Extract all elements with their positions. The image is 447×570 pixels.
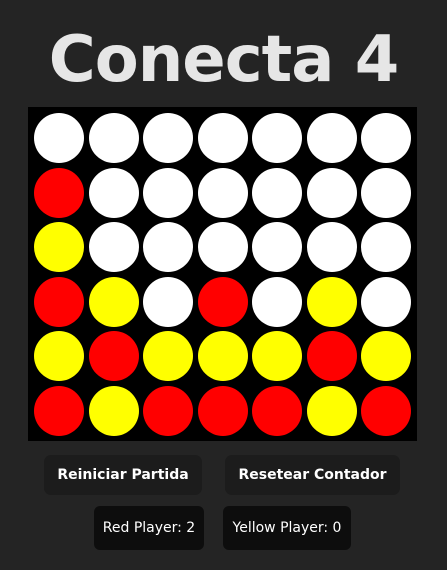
board-cell-r5-c1-yellow[interactable] bbox=[34, 331, 84, 381]
page-title: Conecta 4 bbox=[48, 23, 399, 97]
board-cell-r2-c6-empty[interactable] bbox=[307, 168, 357, 218]
board-cell-r5-c2-red[interactable] bbox=[89, 331, 139, 381]
board-cell-r1-c4-empty[interactable] bbox=[198, 113, 248, 163]
board-cell-r5-c4-yellow[interactable] bbox=[198, 331, 248, 381]
board-cell-r3-c5-empty[interactable] bbox=[252, 222, 302, 272]
board-cell-r4-c2-yellow[interactable] bbox=[89, 277, 139, 327]
board-cell-r6-c3-red[interactable] bbox=[143, 386, 193, 436]
red-player-score: Red Player: 2 bbox=[94, 506, 204, 550]
board-cell-r3-c1-yellow[interactable] bbox=[34, 222, 84, 272]
board-cell-r1-c3-empty[interactable] bbox=[143, 113, 193, 163]
board-cell-r4-c1-red[interactable] bbox=[34, 277, 84, 327]
board-cell-r1-c1-empty[interactable] bbox=[34, 113, 84, 163]
board-cell-r3-c7-empty[interactable] bbox=[361, 222, 411, 272]
board-cell-r1-c7-empty[interactable] bbox=[361, 113, 411, 163]
board-cell-r6-c7-red[interactable] bbox=[361, 386, 411, 436]
board-cell-r6-c5-red[interactable] bbox=[252, 386, 302, 436]
yellow-player-score: Yellow Player: 0 bbox=[223, 506, 351, 550]
board-cell-r4-c4-red[interactable] bbox=[198, 277, 248, 327]
board-cell-r2-c7-empty[interactable] bbox=[361, 168, 411, 218]
board-cell-r5-c7-yellow[interactable] bbox=[361, 331, 411, 381]
board-cell-r5-c6-red[interactable] bbox=[307, 331, 357, 381]
board-cell-r1-c6-empty[interactable] bbox=[307, 113, 357, 163]
board-cell-r2-c4-empty[interactable] bbox=[198, 168, 248, 218]
board-cell-r1-c5-empty[interactable] bbox=[252, 113, 302, 163]
restart-game-button[interactable]: Reiniciar Partida bbox=[44, 455, 202, 495]
reset-score-button[interactable]: Resetear Contador bbox=[225, 455, 400, 495]
board-cell-r4-c6-yellow[interactable] bbox=[307, 277, 357, 327]
board-cell-r3-c4-empty[interactable] bbox=[198, 222, 248, 272]
board-cell-r2-c5-empty[interactable] bbox=[252, 168, 302, 218]
board-cell-r3-c6-empty[interactable] bbox=[307, 222, 357, 272]
board-cell-r6-c6-yellow[interactable] bbox=[307, 386, 357, 436]
board-cell-r6-c2-yellow[interactable] bbox=[89, 386, 139, 436]
board-cell-r6-c1-red[interactable] bbox=[34, 386, 84, 436]
board-cell-r5-c5-yellow[interactable] bbox=[252, 331, 302, 381]
board-cell-r6-c4-red[interactable] bbox=[198, 386, 248, 436]
board-cell-r2-c3-empty[interactable] bbox=[143, 168, 193, 218]
board-cell-r4-c5-empty[interactable] bbox=[252, 277, 302, 327]
board-cell-r3-c3-empty[interactable] bbox=[143, 222, 193, 272]
game-board bbox=[28, 107, 417, 441]
board-cell-r1-c2-empty[interactable] bbox=[89, 113, 139, 163]
board-cell-r3-c2-empty[interactable] bbox=[89, 222, 139, 272]
board-cell-r2-c1-red[interactable] bbox=[34, 168, 84, 218]
board-cell-r2-c2-empty[interactable] bbox=[89, 168, 139, 218]
board-cell-r5-c3-yellow[interactable] bbox=[143, 331, 193, 381]
board-cell-r4-c3-empty[interactable] bbox=[143, 277, 193, 327]
board-cell-r4-c7-empty[interactable] bbox=[361, 277, 411, 327]
